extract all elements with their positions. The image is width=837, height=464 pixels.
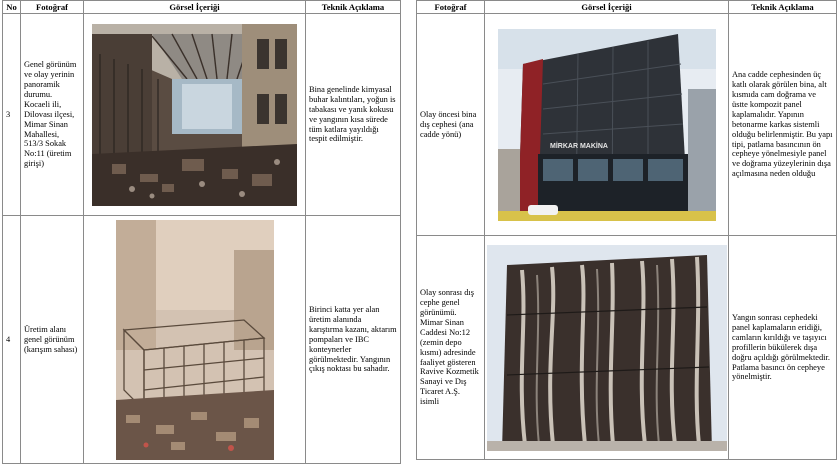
photo-cell xyxy=(485,236,729,460)
header-photo: Fotoğraf xyxy=(21,1,84,14)
building-after-fire-photo xyxy=(487,245,727,451)
row-number: 4 xyxy=(3,216,21,464)
header-desc: Teknik Açıklama xyxy=(306,1,401,14)
table-row xyxy=(3,216,401,464)
right-table xyxy=(416,0,836,460)
building-sign: MİRKAR MAKİNA xyxy=(549,142,608,150)
left-header-row xyxy=(3,1,401,14)
left-table xyxy=(2,0,400,464)
building-before-photo xyxy=(498,29,716,221)
row-number: 3 xyxy=(3,14,21,216)
header-no: No xyxy=(3,1,21,14)
technical-description: Yangın sonrası cephedeki panel kaplamaların eridiği, camların kırıldığı ve taşıyıcı profillerin bükülerek dışa doğru açıldığı görülmektedir. Patlama basıncı ön cepheye yönelmiştir. xyxy=(729,236,837,460)
header-desc: Teknik Açıklama xyxy=(729,1,837,14)
photo-label: Üretim alanı genel görünüm (karışım sahası) xyxy=(21,216,84,464)
technical-description: Bina genelinde kimyasal buhar kalıntıları, yoğun is tabakası ve yanık kokusu ve yangının kısa sürede tüm katlara yayıldığı tespit edilmiştir. xyxy=(306,14,401,216)
burned-production-area-photo xyxy=(116,220,274,460)
photo-cell xyxy=(485,14,729,236)
technical-description: Ana cadde cephesinden üç katlı olarak görülen bina, alt kısmıda cam doğrama ve üstte kompozit panel kaplamalıdır. Yapının betonarme karkas sistemli olduğu belirlenmiştir. Bu yapı tipi, patlama basıncının ön cepheye yönelmesiyle panel ve doğrama yüzeylerinin dışa açılmasına neden olduğu xyxy=(729,14,837,236)
table-row xyxy=(3,14,401,216)
table-row xyxy=(417,14,837,236)
header-content: Görsel İçeriği xyxy=(84,1,306,14)
right-header-row xyxy=(417,1,837,14)
header-photo: Fotoğraf xyxy=(417,1,485,14)
page-gap xyxy=(401,0,415,462)
table-row xyxy=(417,236,837,460)
technical-description: Birinci katta yer alan üretim alanında karıştırma kazanı, aktarım pompaları ve IBC konteynerler görülmektedir. Yangının çıkış noktası bu sahadır. xyxy=(306,216,401,464)
burned-factory-interior-photo xyxy=(92,24,297,206)
header-content: Görsel İçeriği xyxy=(485,1,729,14)
photo-cell xyxy=(84,14,306,216)
photo-label: Olay öncesi bina dış cephesi (ana cadde yönü) xyxy=(417,14,485,236)
photo-label: Olay sonrası dış cephe genel görünümü. Mimar Sinan Caddesi No:12 (zemin depo kısmı) adresinde faaliyet gösteren Ravive Kozmetik Sanayi ve Dış Ticaret A.Ş. isimli xyxy=(417,236,485,460)
photo-label: Genel görünüm ve olay yerinin panoramik durumu. Kocaeli ili, Dilovası ilçesi, Mimar Sinan Mahallesi, 513/3 Sokak No:11 (üretim girişi) xyxy=(21,14,84,216)
photo-cell xyxy=(84,216,306,464)
